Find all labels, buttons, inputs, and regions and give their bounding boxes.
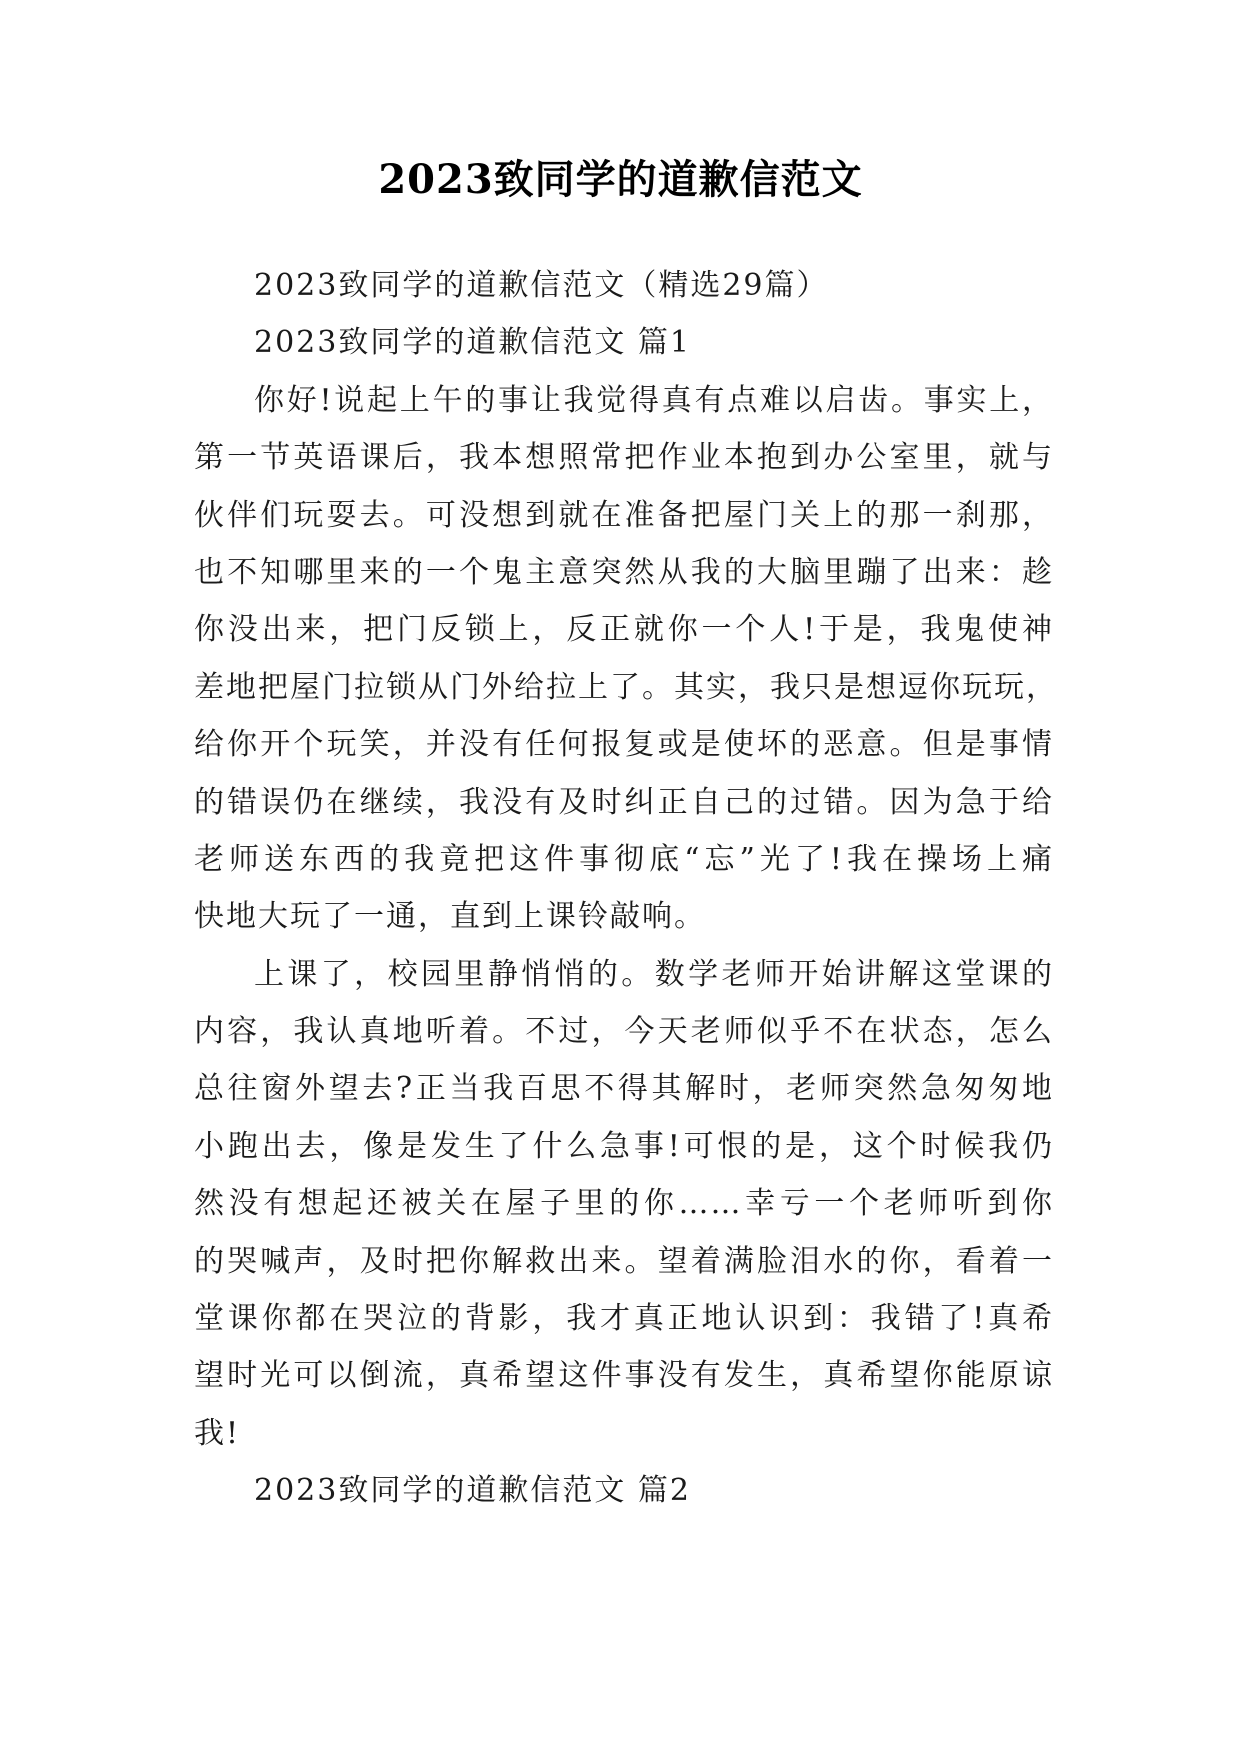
paragraph-line: 小跑出去，像是发生了什么急事!可恨的是，这个时候我仍 [194, 1128, 1054, 1164]
paragraph-1 [194, 372, 1058, 946]
paragraph-line: 的哭喊声，及时把你解救出来。望着满脸泪水的你，看着一 [194, 1243, 1054, 1279]
paragraph-line: 老师送东西的我竟把这件事彻底“忘”光了!我在操场上痛 [194, 841, 1054, 877]
subtitle: 2023致同学的道歉信范文（精选29篇） [254, 268, 829, 303]
paragraph-line: 你没出来，把门反锁上，反正就你一个人!于是，我鬼使神 [194, 612, 1054, 648]
paragraph-line: 的错误仍在继续，我没有及时纠正自己的过错。因为急于给 [194, 784, 1054, 820]
paragraph-line: 伙伴们玩耍去。可没想到就在准备把屋门关上的那一刹那， [194, 497, 1054, 533]
paragraph-2 [194, 946, 1054, 1463]
paragraph-line: 第一节英语课后，我本想照常把作业本抱到办公室里，就与 [194, 440, 1054, 476]
paragraph-line: 也不知哪里来的一个鬼主意突然从我的大脑里蹦了出来：趁 [194, 554, 1054, 590]
paragraph-line: 差地把屋门拉锁从门外给拉上了。其实，我只是想逗你玩玩， [194, 669, 1058, 705]
paragraph-line: 内容，我认真地听着。不过，今天老师似乎不在状态，怎么 [194, 1014, 1054, 1050]
paragraph-line: 我! [194, 1415, 241, 1451]
paragraph-line: 总往窗外望去?正当我百思不得其解时，老师突然急匆匆地 [194, 1071, 1054, 1107]
document-body [194, 257, 1058, 1520]
paragraph-line: 上课了，校园里静悄悄的。数学老师开始讲解这堂课的 [254, 956, 1054, 992]
paragraph-line: 望时光可以倒流，真希望这件事没有发生，真希望你能原谅 [194, 1358, 1054, 1394]
document-title: 2023致同学的道歉信范文 [378, 156, 863, 203]
section-heading-2: 2023致同学的道歉信范文 篇2 [254, 1473, 691, 1509]
paragraph-line: 给你开个玩笑，并没有任何报复或是使坏的恶意。但是事情 [194, 727, 1054, 763]
paragraph-line: 然没有想起还被关在屋子里的你……幸亏一个老师听到你 [194, 1186, 1054, 1222]
section-heading-1: 2023致同学的道歉信范文 篇1 [254, 325, 691, 361]
paragraph-line: 堂课你都在哭泣的背影，我才真正地认识到：我错了!真希 [194, 1301, 1054, 1337]
paragraph-line: 快地大玩了一通，直到上课铃敲响。 [194, 899, 706, 935]
paragraph-line: 你好!说起上午的事让我觉得真有点难以启齿。事实上， [254, 382, 1054, 418]
